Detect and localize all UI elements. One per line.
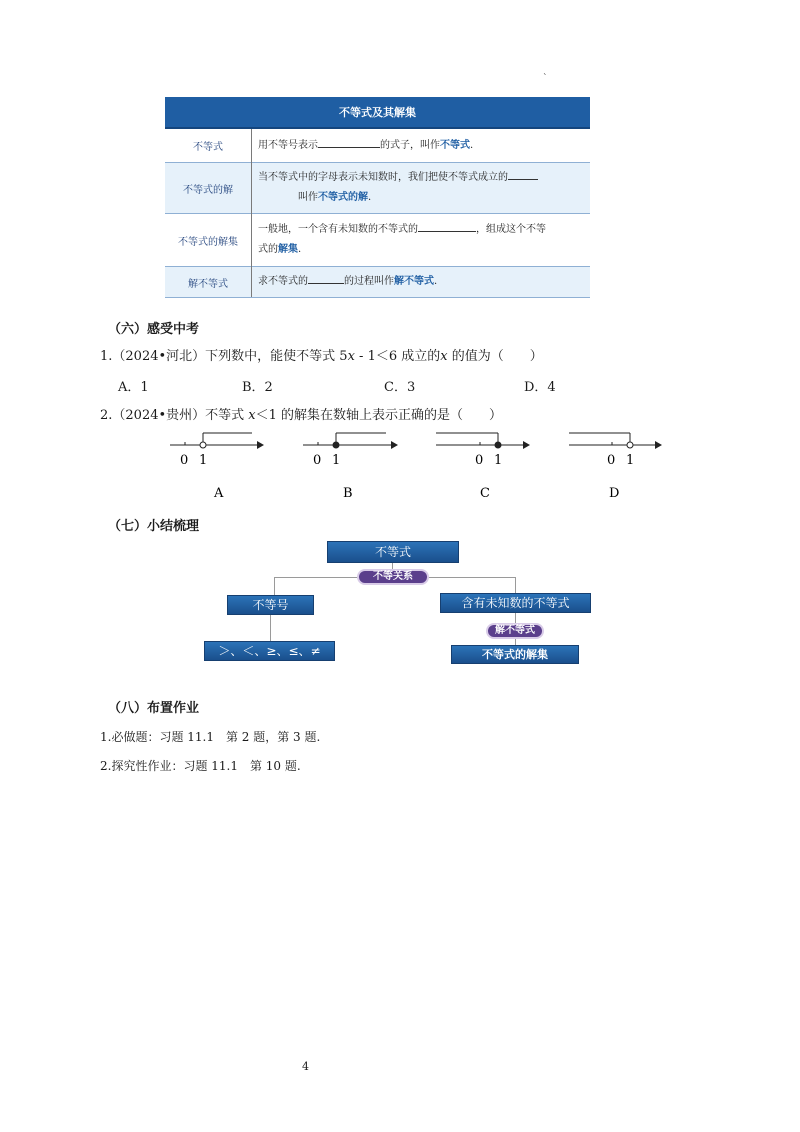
connector bbox=[274, 577, 275, 595]
variable: x bbox=[248, 408, 256, 423]
text-part: 叫作 bbox=[298, 192, 318, 203]
map-solution-set-node: 不等式的解集 bbox=[451, 645, 579, 664]
keyword: 解不等式 bbox=[394, 276, 434, 287]
option-letter: A bbox=[214, 486, 224, 501]
row-label: 不等式的解集 bbox=[165, 214, 252, 267]
text-part: . bbox=[470, 139, 474, 151]
map-right-node: 含有未知数的不等式 bbox=[440, 593, 591, 613]
page-mark: ` bbox=[543, 74, 548, 84]
map-symbols-node: ＞、＜、≥、≤、≠ bbox=[204, 641, 335, 661]
map-solve-tag: 解不等式 bbox=[486, 623, 544, 639]
text-part: 求不等式的 bbox=[258, 276, 308, 287]
option-d: D．4 bbox=[524, 380, 556, 395]
keyword: 不等式 bbox=[440, 139, 470, 151]
text-part: 一般地，一个含有未知数的不等式的 bbox=[258, 224, 418, 235]
table-title: 不等式及其解集 bbox=[165, 97, 590, 128]
keyword: 不等式的解 bbox=[318, 192, 368, 203]
row-label: 解不等式 bbox=[165, 267, 252, 298]
tick-label-zero: 0 bbox=[313, 453, 322, 468]
map-left-node: 不等号 bbox=[227, 595, 314, 615]
tick-label-zero: 0 bbox=[475, 453, 484, 468]
map-root: 不等式 bbox=[327, 541, 459, 563]
row-label: 不等式的解 bbox=[165, 163, 252, 214]
text-part: . bbox=[368, 192, 372, 203]
variable: x bbox=[440, 349, 448, 364]
keyword: 解集 bbox=[278, 244, 298, 255]
section-title: （八）布置作业 bbox=[108, 701, 200, 716]
row-label: 不等式 bbox=[165, 128, 252, 163]
question-text: 1.（2024•河北）下列数中，能使不等式 5 bbox=[100, 349, 348, 364]
tick-label-zero: 0 bbox=[180, 453, 189, 468]
variable: x bbox=[347, 349, 355, 364]
text-part: . bbox=[298, 244, 302, 255]
tick-label-one: 1 bbox=[626, 453, 635, 468]
option-letter: B bbox=[343, 486, 353, 501]
map-relation-tag: 不等关系 bbox=[357, 569, 429, 585]
question-text: ＜1 的解集在数轴上表示正确的是（ ） bbox=[255, 408, 503, 423]
tick-label-one: 1 bbox=[199, 453, 208, 468]
text-part: ，组成这个不等 bbox=[476, 224, 546, 235]
option-letter: D bbox=[609, 486, 620, 501]
option-b: B．2 bbox=[242, 380, 273, 395]
question-text: - 1＜6 成立的 bbox=[354, 349, 441, 364]
page-number: 4 bbox=[302, 1060, 309, 1073]
text-part: 用不等号表示 bbox=[258, 139, 318, 151]
question-text: 的值为（ ） bbox=[447, 349, 543, 364]
homework-item: 2.探究性作业：习题 11.1 第 10 题. bbox=[100, 759, 301, 773]
option-c: C．3 bbox=[384, 380, 416, 395]
connector bbox=[515, 577, 516, 593]
section-title: （六）感受中考 bbox=[108, 322, 200, 337]
tick-label-one: 1 bbox=[494, 453, 503, 468]
tick-label-zero: 0 bbox=[607, 453, 616, 468]
text-part: 式的 bbox=[258, 244, 278, 255]
question-text: 2.（2024•贵州）不等式 bbox=[100, 408, 249, 423]
text-part: 当不等式中的字母表示未知数时，我们把使不等式成立的 bbox=[258, 172, 508, 183]
option-a: A．1 bbox=[118, 380, 149, 395]
option-letter: C bbox=[480, 486, 490, 501]
text-part: . bbox=[434, 276, 438, 287]
homework-item: 1.必做题：习题 11.1 第 2 题，第 3 题. bbox=[100, 730, 321, 744]
text-part: 的过程叫作 bbox=[344, 276, 394, 287]
tick-label-one: 1 bbox=[332, 453, 341, 468]
connector bbox=[515, 613, 516, 623]
text-part: 的式子，叫作 bbox=[380, 139, 440, 151]
section-title: （七）小结梳理 bbox=[108, 519, 200, 534]
connector bbox=[270, 615, 271, 641]
